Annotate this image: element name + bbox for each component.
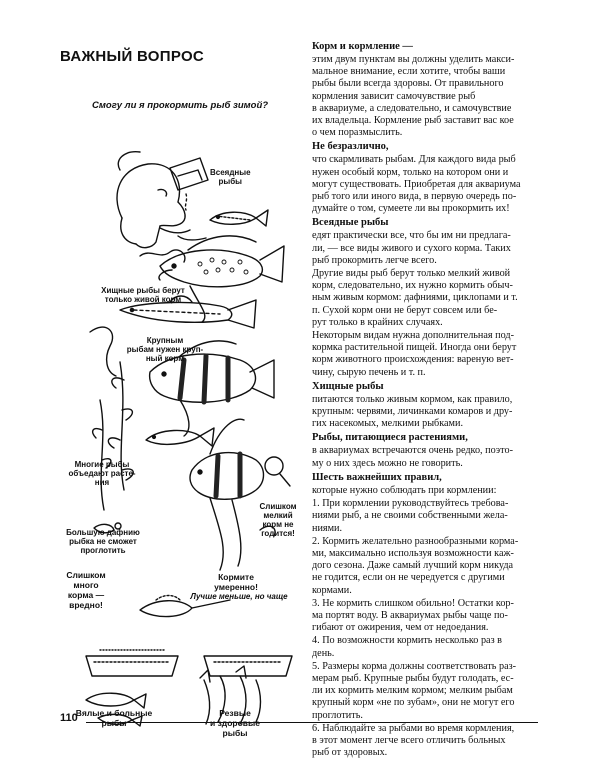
caption-sick-fish: Вялые и больные — [75, 708, 153, 718]
caption-daphnia: Большую дафнию рыбка не сможет проглотить — [66, 528, 140, 555]
caption-healthy-fish: Резвые рыбы — [219, 708, 251, 738]
section-title: ВАЖНЫЙ ВОПРОС — [60, 48, 205, 65]
heading-rules: Шесть важнейших правил, — [312, 471, 442, 483]
rule-item: 2. Кормить желательно разнообразными корма- ми, максимально используя возможности каж- дого сезона. Даже самый лучший корм никуда не годится, если он не чередуется с другими кормами. — [312, 535, 519, 596]
heading-herbivores: Рыбы, питающиеся растениями, — [312, 432, 468, 444]
man-head-drawing — [117, 152, 206, 248]
plant-drawing — [93, 362, 134, 510]
caption-moderate: Кормите умеренно! — [214, 572, 258, 592]
omnivore-fish-drawing — [210, 210, 268, 226]
page-footer — [60, 712, 540, 726]
caption-too-much: Слишком много корма — вредно! — [66, 570, 106, 610]
caption-too-small: Слишком мелкий корм не годится! — [259, 502, 297, 538]
heading-feed: Корм и кормление — — [312, 41, 413, 52]
page-number: 110 — [60, 712, 78, 724]
paragraph-predators: питаются только живым кормом, как правило, крупным: червями, личинками комаров и дру- гих насекомых, мелкими рыбками. — [312, 393, 513, 430]
heading-indifferent: Не безразлично, — [312, 141, 389, 153]
caption-big-fish: Крупным рыбам нужен круп- ный корм — [126, 336, 204, 363]
heading-omnivores: Всеядные рыбы — [312, 217, 389, 229]
rule-item: 1. При кормлении руководствуйтесь требова- ниями рыб, а не своими собственными жела- ниями. — [312, 498, 509, 534]
plant-eating-fish-drawing — [146, 428, 214, 446]
paragraph-omnivores: едят практически все, что бы им ни предлага- ли, — все виды живого и сухого корма. Таких рыб прокормить легче всего. — [312, 230, 511, 266]
paragraph-intro: этим двум пунктам вы должны уделить макси- мальное внимание, если хотите, чтобы ваши рыбы были всегда здоровы. От правильного кормления зависит самочувствие рыб в аквариуме, а следовательно, и самочувствие их владельца. Кормление рыб заставит вас кое о чем поразмыслить. — [312, 54, 515, 139]
heading-predators: Хищные рыбы — [312, 380, 384, 392]
fish-feeding-illustration — [60, 110, 305, 730]
paragraph-plant-food: Некоторым видам нужна дополнительная под- кормка растительной пищей. Иногда они берут корм животного происхождения: вареную вет- чину, сырую печень и т. п. — [312, 330, 517, 378]
article-column — [312, 40, 547, 760]
paragraph-other-species: Другие виды рыб берут только мелкий живой корм, следовательно, их нужно кормить обыч- ным живым кормом: дафниями, циклопами и т. п. Сухой корм они не берут совсем или бе- рут только в крайних случаях. — [312, 268, 518, 328]
footer-rule — [86, 722, 538, 723]
fishing-line-drawing — [90, 327, 116, 376]
rule-item: 3. Не кормить слишком обильно! Остатки кор- ма портят воду. В аквариумах рыбы чаще по- гибают от ожирения, чем от недоедания. — [312, 597, 514, 634]
magnifier-drawing — [265, 457, 290, 486]
rule-item: 6. Наблюдайте за рыбами во время кормления, в этот момент легче всего отличить больных рыб от здоровых. — [312, 722, 515, 759]
food-packet-drawing — [170, 158, 208, 210]
figure-title: Смогу ли я прокормить рыб зимой? — [92, 100, 269, 111]
feeding-dish-right-drawing — [204, 656, 292, 676]
paragraph-rules-intro: которые нужно соблюдать при кормлении: — [312, 484, 497, 496]
caption-omnivores: Всеядные рыбы — [210, 168, 251, 186]
caption-plants: Многие рыбы объедают расте- ния — [68, 460, 136, 487]
illustration — [60, 110, 305, 738]
tall-angelfish-drawing — [190, 419, 264, 570]
rule-item: 5. Размеры корма должны соответствовать раз- мерам рыб. Крупные рыбы будут голодать, ес- ли их кормить мелким кормом; мелким рыбам крупный корм «не по зубам», они не могут его проглотить. — [312, 660, 517, 721]
rule-item: 4. По возможности кормить несколько раз в день. — [312, 635, 502, 659]
left-column — [60, 40, 305, 738]
gourami-drawing — [159, 236, 284, 322]
paragraph-indifferent: что скармливать рыбам. Для каждого вида рыб нужен особый корм, только на котором они и могут существовать. Приобретая для аквариума рыб того или иного вида, в первую очередь по- думайте о том, сумеете ли вы прокормить их! — [312, 154, 521, 215]
caption-predators: Хищные рыбы берут только живой корм — [101, 286, 185, 304]
caption-moderate-sub: Лучше меньше, но чаще — [190, 592, 288, 601]
paragraph-herbivores: в аквариумах встречаются очень редко, поэто- му о них здесь можно не говорить. — [312, 445, 513, 469]
feeding-dish-left-drawing — [86, 650, 178, 676]
